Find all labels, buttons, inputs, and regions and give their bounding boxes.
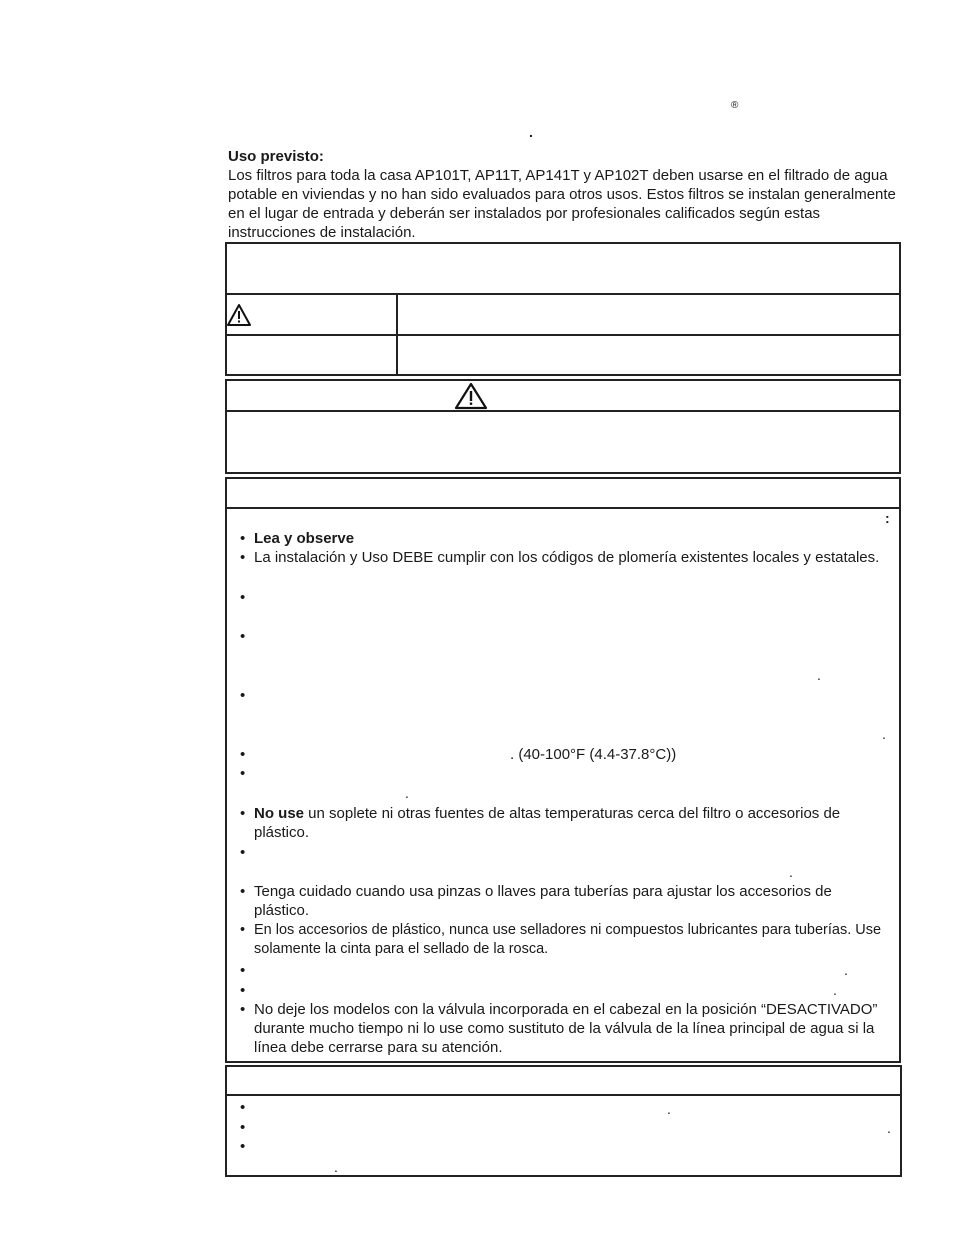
stray-period: . bbox=[844, 962, 848, 978]
stray-period: . bbox=[887, 1120, 891, 1136]
list-item: • La instalación y Uso DEBE cumplir con los códigos de plomería existentes locales y estatales. bbox=[240, 549, 880, 566]
table-divider bbox=[225, 334, 901, 336]
precautions-colon: : bbox=[885, 510, 890, 526]
list-item: • Tenga cuidado cuando usa pinzas o llaves para tuberías para ajustar los accesorios de plástico. bbox=[240, 883, 832, 919]
list-item: • No use un soplete ni otras fuentes de altas temperaturas cerca del filtro o accesorios de plástico. bbox=[240, 805, 841, 841]
stray-period: . bbox=[833, 982, 837, 998]
warning-triangle-icon bbox=[226, 303, 252, 327]
stray-period: . bbox=[882, 726, 886, 742]
precautions-header-divider bbox=[225, 507, 901, 509]
warning-triangle-icon bbox=[454, 382, 488, 410]
stray-period: . bbox=[334, 1159, 338, 1175]
stray-period: . bbox=[667, 1101, 671, 1117]
stray-period: . bbox=[817, 667, 821, 683]
warning-box-divider bbox=[225, 410, 901, 412]
table-divider bbox=[225, 293, 901, 295]
stray-period: . bbox=[405, 785, 409, 801]
list-item: • . (40-100°F (4.4-37.8°C)) bbox=[240, 746, 677, 763]
stray-period: . bbox=[789, 864, 793, 880]
list-item: • En los accesorios de plástico, nunca use selladores ni compuestos lubricantes para tuberías. Use solamente la cinta para el sellado de la rosca. bbox=[240, 922, 882, 957]
intended-use-section bbox=[228, 147, 904, 242]
registered-trademark-mark: ® bbox=[731, 100, 739, 111]
notes-header-divider bbox=[225, 1094, 902, 1096]
stray-period: . bbox=[529, 124, 533, 140]
list-item: • Lea y observe bbox=[240, 530, 355, 547]
hazard-definitions-table bbox=[225, 242, 901, 376]
warning-box bbox=[225, 379, 901, 474]
list-item: • No deje los modelos con la válvula incorporada en el cabezal en la posición “DESACTIVADO” durante mucho tiempo ni lo use como sustituto de la válvula de la línea principal de agua si la línea debe cerrarse para su atención. bbox=[240, 1001, 878, 1056]
intended-use-body: Los filtros para toda la casa AP101T, AP11T, AP141T y AP102T deben usarse en el filtrado de agua potable en viviendas y no han sido evaluados para otros usos. Estos filtros se instalan generalmente en el lugar de entrada y deberán ser instalados por profesionales calificados según estas instrucciones de instalación. bbox=[228, 167, 896, 241]
table-column-divider bbox=[396, 293, 398, 376]
notes-box bbox=[225, 1065, 902, 1177]
intended-use-heading: Uso previsto: bbox=[228, 148, 324, 165]
